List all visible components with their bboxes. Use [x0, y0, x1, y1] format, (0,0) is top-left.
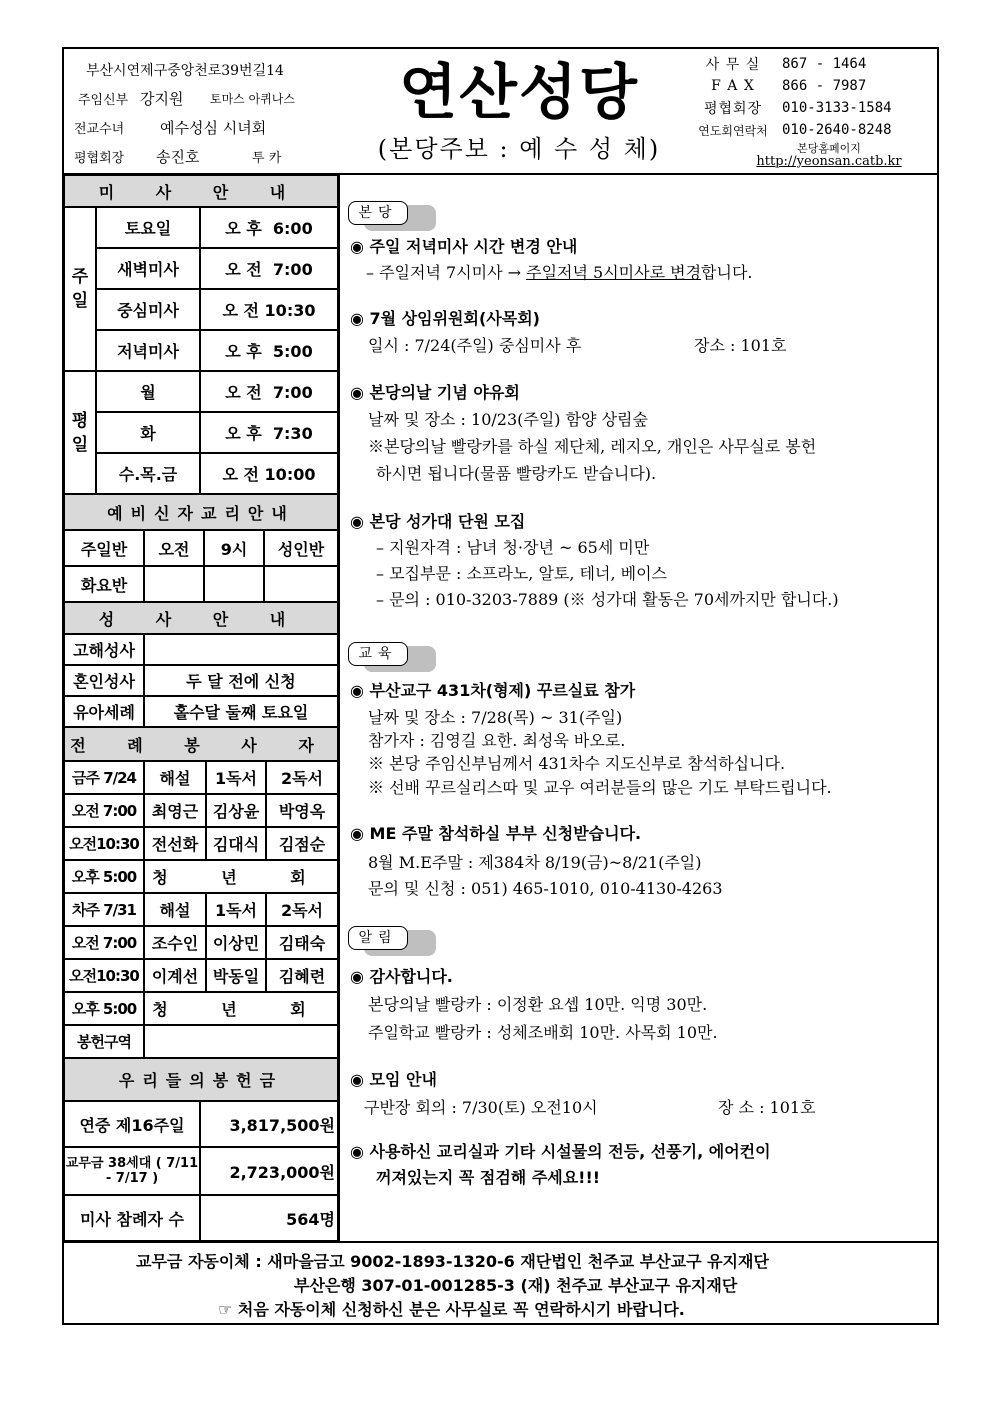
nun-row — [72, 113, 362, 142]
mass-day: 새벽미사 — [96, 248, 200, 289]
servers-youth-cell: 청 년 회 — [144, 860, 338, 893]
homepage-label: 본당홈페이지 — [797, 142, 861, 155]
pastor-baptismal-name: 토마스 아퀴나스 — [210, 92, 295, 106]
mass-time: 오 후 7:30 — [200, 412, 338, 453]
servers-cell: 금주 7/24 — [64, 761, 144, 794]
left-sidebar — [64, 175, 340, 1241]
sacrament-value — [144, 634, 338, 665]
notice-line: 8월 M.E주말 : 제384차 8/19(금)~8/21(주일) — [368, 853, 702, 872]
offering-section-title: 우리들의봉헌금 — [64, 1058, 338, 1101]
mass-day: 저녁미사 — [96, 330, 200, 371]
notice-title: ◉ 감사합니다. — [350, 967, 453, 986]
servers-cell: 2독서 — [266, 761, 338, 794]
council-row — [72, 142, 362, 171]
notice-line: ※ 선배 꾸르실리스따 및 교우 여러분들의 많은 기도 부탁드립니다. — [368, 778, 832, 797]
notice-line: ※ 본당 주임신부님께서 431차수 지도신부로 참석하십니다. — [368, 754, 786, 773]
notice-place: 장소 : 101호 — [694, 336, 787, 355]
contact-council: 평협회장 010-3133-1584 — [703, 100, 892, 117]
servers-cell: 전선화 — [144, 827, 206, 860]
nun-label: 전교수녀 — [74, 122, 125, 137]
notice-line: 참가자 : 김영길 요한. 최성욱 바오로. — [368, 731, 626, 750]
catechumen-cell: 성인반 — [264, 530, 338, 566]
tag-parish: 본당 — [348, 201, 408, 225]
notice-title: ◉ 부산교구 431차(형제) 꾸르실료 참가 — [350, 681, 636, 700]
sacrament-value: 두 달 전에 신청 — [144, 665, 338, 696]
notice-column — [342, 175, 937, 1241]
contact-memorial: 연도회연락처 010-2640-8248 — [698, 122, 892, 138]
servers-cell: 오후 5:00 — [64, 860, 144, 893]
offering-label: 연중 제16주일 — [64, 1101, 200, 1147]
notice-line: 하시면 됩니다(물품 빨랑카도 받습니다). — [376, 464, 657, 483]
notice-title: 꺼져있는지 꼭 점검해 주세요!!! — [376, 1168, 601, 1187]
catechumen-cell: 오전 — [144, 530, 204, 566]
catechumen-cell — [264, 566, 338, 602]
notice-line: – 모집부문 : 소프라노, 알토, 테너, 베이스 — [376, 564, 668, 583]
homepage-link[interactable]: http://yeonsan.catb.kr — [756, 154, 902, 169]
servers-youth-cell: 청 년 회 — [144, 992, 338, 1025]
notice-line: – 문의 : 010-3203-7889 (※ 성가대 활동은 70세까지만 합니다.) — [376, 590, 839, 609]
nun-name: 예수성심 시녀회 — [160, 119, 267, 137]
notice-title: ◉ 모임 안내 — [350, 1070, 437, 1089]
catechumen-cell — [204, 566, 264, 602]
servers-cell: 차주 7/31 — [64, 893, 144, 926]
notice-line: 문의 및 신청 : 051) 465-1010, 010-4130-4263 — [368, 879, 723, 898]
mass-time: 오 후 5:00 — [200, 330, 338, 371]
servers-cell: 1독서 — [206, 893, 266, 926]
mass-time: 오 전 7:00 — [200, 371, 338, 412]
servers-cell: 박동일 — [206, 959, 266, 992]
tag-education: 교육 — [348, 642, 408, 666]
servers-cell: 오후 5:00 — [64, 992, 144, 1025]
pastor-row — [72, 84, 362, 113]
servers-cell: 오전 7:00 — [64, 794, 144, 827]
notice-title: ◉ 사용하신 교리실과 기타 시설물의 전등, 선풍기, 에어컨이 — [350, 1142, 771, 1161]
notice-title: ◉ 본당 성가대 단원 모집 — [350, 512, 526, 531]
mass-time: 오 전 10:30 — [200, 289, 338, 330]
servers-cell: 해설 — [144, 761, 206, 794]
notice-line: 날짜 및 장소 : 7/28(목) ~ 31(주일) — [368, 708, 623, 727]
servers-cell: 조수인 — [144, 926, 206, 959]
notice-title: ◉ 7월 상임위원회(사목회) — [350, 309, 540, 328]
servers-cell: 봉헌구역 — [64, 1025, 144, 1058]
servers-cell: 1독서 — [206, 761, 266, 794]
contact-office: 사 무 실 867 - 1464 — [705, 56, 867, 73]
notice-underline: 주일저녁 5시미사로 변경 — [526, 263, 702, 282]
catechumen-cell: 9시 — [204, 530, 264, 566]
contact-fax: F A X 866 - 7987 — [711, 78, 867, 94]
sacrament-value: 홀수달 둘째 토요일 — [144, 696, 338, 727]
header — [64, 49, 937, 175]
bulletin-sheet — [62, 47, 939, 1325]
offering-value: 2,723,000원 — [200, 1147, 338, 1195]
council-baptismal-name: 투 카 — [252, 151, 282, 166]
footer — [64, 1241, 937, 1323]
servers-cell: 오전10:30 — [64, 959, 144, 992]
mass-day: 토요일 — [96, 207, 200, 248]
tag-notice: 알림 — [348, 926, 408, 950]
sacrament-name: 고해성사 — [64, 634, 144, 665]
offering-label: 교무금 38세대 ( 7/11 - 7/17 ) — [64, 1147, 200, 1195]
parish-title: 연산성당 — [399, 58, 639, 128]
catechumen-cell — [144, 566, 204, 602]
pastor-label: 주임신부 — [78, 93, 129, 108]
notice-place: 장 소 : 101호 — [718, 1098, 816, 1117]
servers-cell: 박영옥 — [266, 794, 338, 827]
servers-cell: 김태숙 — [266, 926, 338, 959]
notice-title: ◉ 본당의날 기념 야유회 — [350, 383, 520, 402]
offering-label: 미사 참례자 수 — [64, 1195, 200, 1241]
weekday-label: 평일 — [64, 371, 96, 494]
notice-line: – 주일저녁 7시미사 → 주일저녁 5시미사로 변경합니다. — [366, 263, 753, 282]
masthead — [364, 49, 674, 165]
parish-info — [72, 55, 362, 171]
council-label: 평협회장 — [74, 151, 125, 166]
autopay-note: ☞ 처음 자동이체 신청하신 분은 사무실로 꼭 연락하시기 바랍니다. — [218, 1300, 685, 1319]
servers-cell: 최영근 — [144, 794, 206, 827]
council-name: 송진호 — [156, 148, 200, 166]
catechumen-cell: 주일반 — [64, 530, 144, 566]
mass-time: 오 전 10:00 — [200, 453, 338, 494]
notice-title: ◉ ME 주말 참석하실 부부 신청받습니다. — [350, 824, 642, 843]
mass-time: 오 후 6:00 — [200, 207, 338, 248]
pastor-name: 강지원 — [140, 90, 184, 108]
mass-day: 수.목.금 — [96, 453, 200, 494]
servers-cell: 이상민 — [206, 926, 266, 959]
catechumen-section-title: 예비신자교리안내 — [64, 494, 338, 530]
servers-cell — [144, 1025, 338, 1058]
servers-cell: 2독서 — [266, 893, 338, 926]
mass-day: 중심미사 — [96, 289, 200, 330]
sacrament-section-title: 성 사 안 내 — [64, 602, 338, 634]
notice-line: 구반장 회의 : 7/30(토) 오전10시 — [364, 1098, 598, 1117]
sunday-label: 주일 — [64, 207, 96, 371]
servers-cell: 김혜련 — [266, 959, 338, 992]
notice-line: 본당의날 빨랑카 : 이정환 요셉 10만. 익명 30만. — [368, 995, 708, 1014]
notice-line: ※본당의날 빨랑카를 하실 제단체, 레지오, 개인은 사무실로 봉헌 — [368, 437, 817, 456]
contact-info — [684, 53, 934, 169]
servers-cell: 김점순 — [266, 827, 338, 860]
notice-title: ◉ 주일 저녁미사 시간 변경 안내 — [350, 237, 578, 256]
sacrament-name: 혼인성사 — [64, 665, 144, 696]
notice-line: 주일학교 빨랑카 : 성체조배회 10만. 사목회 10만. — [368, 1023, 718, 1042]
parish-address: 부산시연제구중앙천로39번길14 — [86, 62, 284, 79]
servers-cell: 김상윤 — [206, 794, 266, 827]
mass-time: 오 전 7:00 — [200, 248, 338, 289]
offering-value: 3,817,500원 — [200, 1101, 338, 1147]
offering-value: 564명 — [200, 1195, 338, 1241]
notice-line: 날짜 및 장소 : 10/23(주일) 함양 상림숲 — [368, 410, 648, 429]
notice-line: – 지원자격 : 남녀 청·장년 ~ 65세 미만 — [376, 538, 650, 557]
sacrament-name: 유아세례 — [64, 696, 144, 727]
bulletin-subtitle: (본당주보 : 예 수 성 체) — [377, 135, 661, 163]
servers-cell: 이계선 — [144, 959, 206, 992]
servers-cell: 김대식 — [206, 827, 266, 860]
mass-day: 화 — [96, 412, 200, 453]
servers-section-title: 전 례 봉 사 자 — [64, 727, 338, 761]
servers-cell: 오전 7:00 — [64, 926, 144, 959]
mass-section-title: 미 사 안 내 — [64, 175, 338, 207]
servers-cell: 오전10:30 — [64, 827, 144, 860]
catechumen-cell: 화요반 — [64, 566, 144, 602]
autopay-line-2: 부산은행 307-01-001285-3 (재) 천주교 부산교구 유지재단 — [294, 1276, 738, 1295]
servers-cell: 해설 — [144, 893, 206, 926]
notice-line: 일시 : 7/24(주일) 중심미사 후 — [368, 336, 582, 355]
mass-day: 월 — [96, 371, 200, 412]
autopay-line-1: 교무금 자동이체 : 새마을금고 9002-1893-1320-6 재단법인 천주교 부산교구 유지재단 — [136, 1252, 769, 1271]
